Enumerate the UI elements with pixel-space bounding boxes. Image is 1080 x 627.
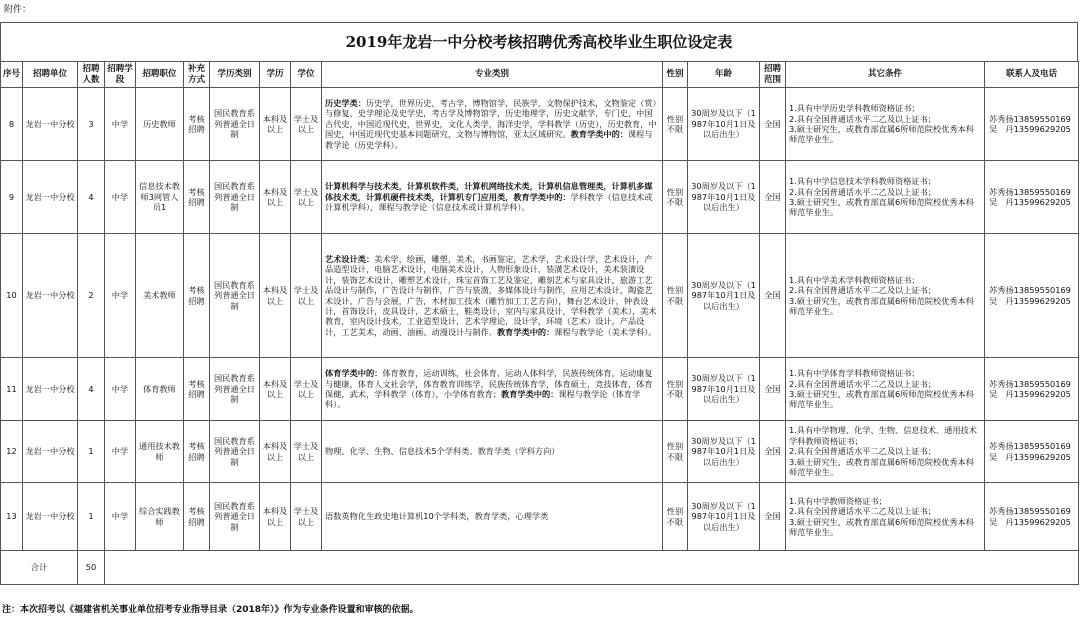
recruiting-unit: 龙岩一中分校 bbox=[23, 161, 78, 234]
major-text: 体育学类中的： bbox=[325, 368, 383, 379]
condition-line: 1.具有中学信息技术学科教师资格证书； bbox=[789, 176, 936, 187]
condition-line: 1.具有中学物理、化学、生物、信息技术、通用技术学科教师资格证书； bbox=[789, 425, 977, 446]
table-row bbox=[1, 161, 1079, 234]
major-text: 语数英物化生政史地计算机10个学科类，教育学类，心理学类 bbox=[325, 511, 549, 522]
header-cell: 联系人及电话 bbox=[985, 62, 1079, 88]
other-conditions bbox=[786, 421, 985, 483]
condition-line: 1.具有中学体育学科教师资格证书； bbox=[789, 368, 920, 379]
school-stage: 中学 bbox=[105, 358, 136, 421]
major-text: 教育学类中的： bbox=[570, 129, 628, 140]
condition-line: 1.具有中学历史学科教师资格证书； bbox=[789, 103, 920, 114]
condition-line: 2.具有全国普通话水平二乙及以上证书； bbox=[789, 506, 936, 517]
supplement-method: 考核招聘 bbox=[184, 358, 210, 421]
condition-line: 3.硕士研究生，或教育部直属6所师范院校优秀本科师范毕业生。 bbox=[789, 197, 974, 218]
position-sheet bbox=[0, 22, 1078, 585]
table-row bbox=[1, 234, 1079, 358]
contact-line: 吴 丹13599629205 bbox=[989, 516, 1071, 527]
supplement-method: 考核招聘 bbox=[184, 161, 210, 234]
contact-line: 吴 丹13599629205 bbox=[989, 295, 1071, 306]
recruit-count: 1 bbox=[78, 421, 105, 483]
gender: 性别不限 bbox=[663, 421, 688, 483]
header-cell: 招聘职位 bbox=[136, 62, 184, 88]
table-row bbox=[1, 358, 1079, 421]
header-cell: 招聘人数 bbox=[78, 62, 105, 88]
major-text: 物理、化学、生物、信息技术5个学科类、教育学类（学科方向） bbox=[325, 446, 560, 457]
job-position: 美术教师 bbox=[136, 234, 184, 358]
condition-line: 2.具有全国普通话水平二乙及以上证书； bbox=[789, 113, 936, 124]
supplement-method: 考核招聘 bbox=[184, 88, 210, 161]
recruit-scope: 全国 bbox=[760, 421, 786, 483]
education-type: 国民教育系列普通全日制 bbox=[210, 421, 260, 483]
job-position: 通用技术教师 bbox=[136, 421, 184, 483]
contact-line: 苏秀扬13859550169 bbox=[989, 441, 1071, 452]
condition-line: 2.具有全国普通话水平二乙及以上证书； bbox=[789, 378, 936, 389]
recruit-scope: 全国 bbox=[760, 88, 786, 161]
recruiting-unit: 龙岩一中分校 bbox=[23, 358, 78, 421]
other-conditions bbox=[786, 161, 985, 234]
education-type: 国民教育系列普通全日制 bbox=[210, 161, 260, 234]
recruiting-unit: 龙岩一中分校 bbox=[23, 421, 78, 483]
recruit-count: 2 bbox=[78, 234, 105, 358]
header-cell: 招聘学段 bbox=[105, 62, 136, 88]
education-level: 本科及以上 bbox=[260, 483, 291, 551]
supplement-method: 考核招聘 bbox=[184, 234, 210, 358]
total-row bbox=[1, 551, 1079, 585]
contact-line: 吴 丹13599629205 bbox=[989, 197, 1071, 207]
job-position: 综合实践教师 bbox=[136, 483, 184, 551]
contact-line: 苏秀扬13859550169 bbox=[989, 113, 1071, 124]
positions-table bbox=[0, 61, 1079, 585]
supplement-method: 考核招聘 bbox=[184, 483, 210, 551]
header-cell: 招聘范围 bbox=[760, 62, 786, 88]
degree: 学士及以上 bbox=[291, 88, 322, 161]
row-number: 10 bbox=[1, 234, 23, 358]
degree: 学士及以上 bbox=[291, 421, 322, 483]
job-position: 信息技术教师3网管人员1 bbox=[136, 161, 184, 234]
age-requirement: 30周岁及以下（1987年10月1日及以后出生） bbox=[688, 161, 760, 234]
age-requirement: 30周岁及以下（1987年10月1日及以后出生） bbox=[688, 234, 760, 358]
major-category bbox=[322, 358, 663, 421]
major-text: 艺术设计类： bbox=[325, 253, 375, 264]
footnote: 注：本次招考以《福建省机关事业单位招考专业指导目录（2018年）》作为专业条件设置和审核的依据。 bbox=[2, 605, 419, 615]
age-requirement: 30周岁及以下（1987年10月1日及以后出生） bbox=[688, 358, 760, 421]
other-conditions bbox=[786, 234, 985, 358]
table-body bbox=[1, 88, 1079, 551]
other-conditions bbox=[786, 358, 985, 421]
header-row bbox=[1, 62, 1079, 88]
header-cell: 性别 bbox=[663, 62, 688, 88]
contact-line: 苏秀扬13859550169 bbox=[989, 506, 1071, 517]
recruit-count: 4 bbox=[78, 358, 105, 421]
header-cell: 学历 bbox=[260, 62, 291, 88]
school-stage: 中学 bbox=[105, 421, 136, 483]
header-cell: 序号 bbox=[1, 62, 23, 88]
other-conditions bbox=[786, 88, 985, 161]
table-row bbox=[1, 88, 1079, 161]
contact-info bbox=[985, 358, 1079, 421]
major-text: 教育学类中的： bbox=[501, 389, 559, 399]
job-position: 历史教师 bbox=[136, 88, 184, 161]
recruiting-unit: 龙岩一中分校 bbox=[23, 88, 78, 161]
major-text: 历史学类： bbox=[325, 97, 366, 108]
major-text: 课程与教学论（历史学科）。 bbox=[325, 129, 653, 150]
recruit-count: 3 bbox=[78, 88, 105, 161]
school-stage: 中学 bbox=[105, 161, 136, 234]
condition-line: 1.具有中学美术学科教师资格证书； bbox=[789, 274, 920, 285]
condition-line: 1.具有中学教师资格证书； bbox=[789, 495, 887, 506]
condition-line: 3.硕士研究生，或教育部直属6所师范院校优秀本科师范毕业生。 bbox=[789, 124, 974, 145]
total-empty bbox=[105, 551, 1079, 585]
header-cell: 学位 bbox=[291, 62, 322, 88]
education-level: 本科及以上 bbox=[260, 358, 291, 421]
condition-line: 2.具有全国普通话水平二乙及以上证书； bbox=[789, 285, 936, 296]
gender: 性别不限 bbox=[663, 234, 688, 358]
major-text: 体育教育，运动训练，社会体育，运动人体科学，民族传统体育，运动康复与健康，体育人文社会学，体育教育训练学，民族传统体育学，体育硕士，竞技体育，体育保健，武术，学科教学（体育），小学体育教育； bbox=[325, 368, 653, 399]
job-position: 体育教师 bbox=[136, 358, 184, 421]
contact-info bbox=[985, 483, 1079, 551]
education-level: 本科及以上 bbox=[260, 88, 291, 161]
school-stage: 中学 bbox=[105, 483, 136, 551]
age-requirement: 30周岁及以下（1987年10月1日及以后出生） bbox=[688, 421, 760, 483]
total-label: 合计 bbox=[1, 551, 78, 585]
attachment-label: 附件： bbox=[4, 5, 32, 15]
condition-line: 3.硕士研究生，或教育部直属6所师范院校优秀本科师范毕业生。 bbox=[789, 516, 974, 537]
degree: 学士及以上 bbox=[291, 358, 322, 421]
supplement-method: 考核招聘 bbox=[184, 421, 210, 483]
education-level: 本科及以上 bbox=[260, 161, 291, 234]
contact-info bbox=[985, 421, 1079, 483]
condition-line: 2.具有全国普通话水平二乙及以上证书； bbox=[789, 186, 936, 197]
recruiting-unit: 龙岩一中分校 bbox=[23, 234, 78, 358]
contact-line: 苏秀扬13859550169 bbox=[989, 378, 1071, 389]
recruit-scope: 全国 bbox=[760, 234, 786, 358]
major-text: 历史学，世界历史，考古学，博物馆学，民族学，文物保护技术，文物鉴定（赏）与修复，史学理论及史学史，考古学及博物馆学，历史地理学，历史文献学，专门史，中国古代史，中国近现代史，世界史，文化人类学，海洋史学，学科教学（历史），历史教育，中国史，中国近现代史基本问题研究，文物与博物馆，亚太区域研究。 bbox=[325, 97, 657, 140]
school-stage: 中学 bbox=[105, 234, 136, 358]
header-cell: 其它条件 bbox=[786, 62, 985, 88]
gender: 性别不限 bbox=[663, 161, 688, 234]
major-text: 教育学类中的： bbox=[496, 326, 555, 337]
gender: 性别不限 bbox=[663, 88, 688, 161]
recruit-count: 4 bbox=[78, 161, 105, 234]
recruit-scope: 全国 bbox=[760, 358, 786, 421]
major-category bbox=[322, 234, 663, 358]
gender: 性别不限 bbox=[663, 358, 688, 421]
contact-info bbox=[985, 88, 1079, 161]
table-row bbox=[1, 483, 1079, 551]
other-conditions bbox=[786, 483, 985, 551]
condition-line: 3.硕士研究生，或教育部直属6所师范院校优秀本科师范毕业生。 bbox=[789, 456, 974, 478]
header-cell: 专业类别 bbox=[322, 62, 663, 88]
contact-line: 苏秀扬13859550169 bbox=[989, 186, 1071, 197]
major-text: 计算机科学与技术类，计算机软件类，计算机网络技术类，计算机信息管理类，计算机多媒体技术类，计算机硬件技术类，计算机专门应用类，教育学类中的： bbox=[325, 181, 653, 202]
row-number: 9 bbox=[1, 161, 23, 234]
row-number: 13 bbox=[1, 483, 23, 551]
major-text: 课程与教学论（体育学科）。 bbox=[325, 389, 641, 410]
recruit-scope: 全国 bbox=[760, 161, 786, 234]
condition-line: 3.硕士研究生，或教育部直属6所师范院校优秀本科师范毕业生。 bbox=[789, 389, 974, 410]
recruit-scope: 全国 bbox=[760, 483, 786, 551]
major-category bbox=[322, 421, 663, 483]
header-cell: 学历类别 bbox=[210, 62, 260, 88]
contact-info bbox=[985, 161, 1079, 234]
degree: 学士及以上 bbox=[291, 483, 322, 551]
education-type: 国民教育系列普通全日制 bbox=[210, 88, 260, 161]
row-number: 11 bbox=[1, 358, 23, 421]
table-row bbox=[1, 421, 1079, 483]
contact-line: 吴 丹13599629205 bbox=[989, 451, 1071, 462]
condition-line: 3.硕士研究生，或教育部直属6所师范院校优秀本科师范毕业生。 bbox=[789, 295, 974, 316]
contact-info bbox=[985, 234, 1079, 358]
major-text: 美术学，绘画，雕塑，美术，书画鉴定，艺术学，艺术设计学，艺术设计，产品造型设计，电脑艺术设计，电脑美术设计，人物形象设计，装潢艺术设计，美术装潢设计，装饰艺术设计，雕塑艺术设计，珠宝首饰工艺及鉴定，雕刻艺术与家具设计，旅游工艺品设计与制作，广告设计与制作，广告与装潢，多媒体设计与制作，应用艺术设计，陶瓷艺术设计，广告与会展，广告，木材加工技术（雕竹加工工艺方向），舞台艺术设计，钟表设计，首饰设计，皮具设计，艺术硕士，鞋类设计，室内与家具设计，学科教学（美术），美术教育，室内设计技术，工业造型设计，艺术学理论，设计学，环境（艺术）设计，产品设计，工艺美术，动画、油画、动漫设计与制作。 bbox=[325, 253, 657, 337]
age-requirement: 30周岁及以下（1987年10月1日及以后出生） bbox=[688, 88, 760, 161]
degree: 学士及以上 bbox=[291, 234, 322, 358]
row-number: 12 bbox=[1, 421, 23, 483]
gender: 性别不限 bbox=[663, 483, 688, 551]
school-stage: 中学 bbox=[105, 88, 136, 161]
major-category bbox=[322, 161, 663, 234]
major-text: 学科教学（信息技术或计算机学科），课程与教学论（信息技术或计算机学科）。 bbox=[325, 191, 653, 213]
age-requirement: 30周岁及以下（1987年10月1日及以后出生） bbox=[688, 483, 760, 551]
header-cell: 补充方式 bbox=[184, 62, 210, 88]
row-number: 8 bbox=[1, 88, 23, 161]
education-type: 国民教育系列普通全日制 bbox=[210, 234, 260, 358]
recruiting-unit: 龙岩一中分校 bbox=[23, 483, 78, 551]
contact-line: 吴 丹13599629205 bbox=[989, 124, 1071, 134]
condition-line: 2.具有全国普通话水平二乙及以上证书； bbox=[789, 446, 936, 457]
header-cell: 年龄 bbox=[688, 62, 760, 88]
major-text: 课程与教学论（美术学科）。 bbox=[554, 326, 657, 337]
education-type: 国民教育系列普通全日制 bbox=[210, 358, 260, 421]
major-category bbox=[322, 483, 663, 551]
recruit-count: 1 bbox=[78, 483, 105, 551]
header-cell: 招聘单位 bbox=[23, 62, 78, 88]
education-level: 本科及以上 bbox=[260, 421, 291, 483]
total-count: 50 bbox=[78, 551, 105, 585]
degree: 学士及以上 bbox=[291, 161, 322, 234]
contact-line: 苏秀扬13859550169 bbox=[989, 285, 1071, 296]
education-type: 国民教育系列普通全日制 bbox=[210, 483, 260, 551]
education-level: 本科及以上 bbox=[260, 234, 291, 358]
major-category bbox=[322, 88, 663, 161]
page-title: 2019年龙岩一中分校考核招聘优秀高校毕业生职位设定表 bbox=[0, 22, 1078, 61]
contact-line: 吴 丹13599629205 bbox=[989, 389, 1071, 399]
